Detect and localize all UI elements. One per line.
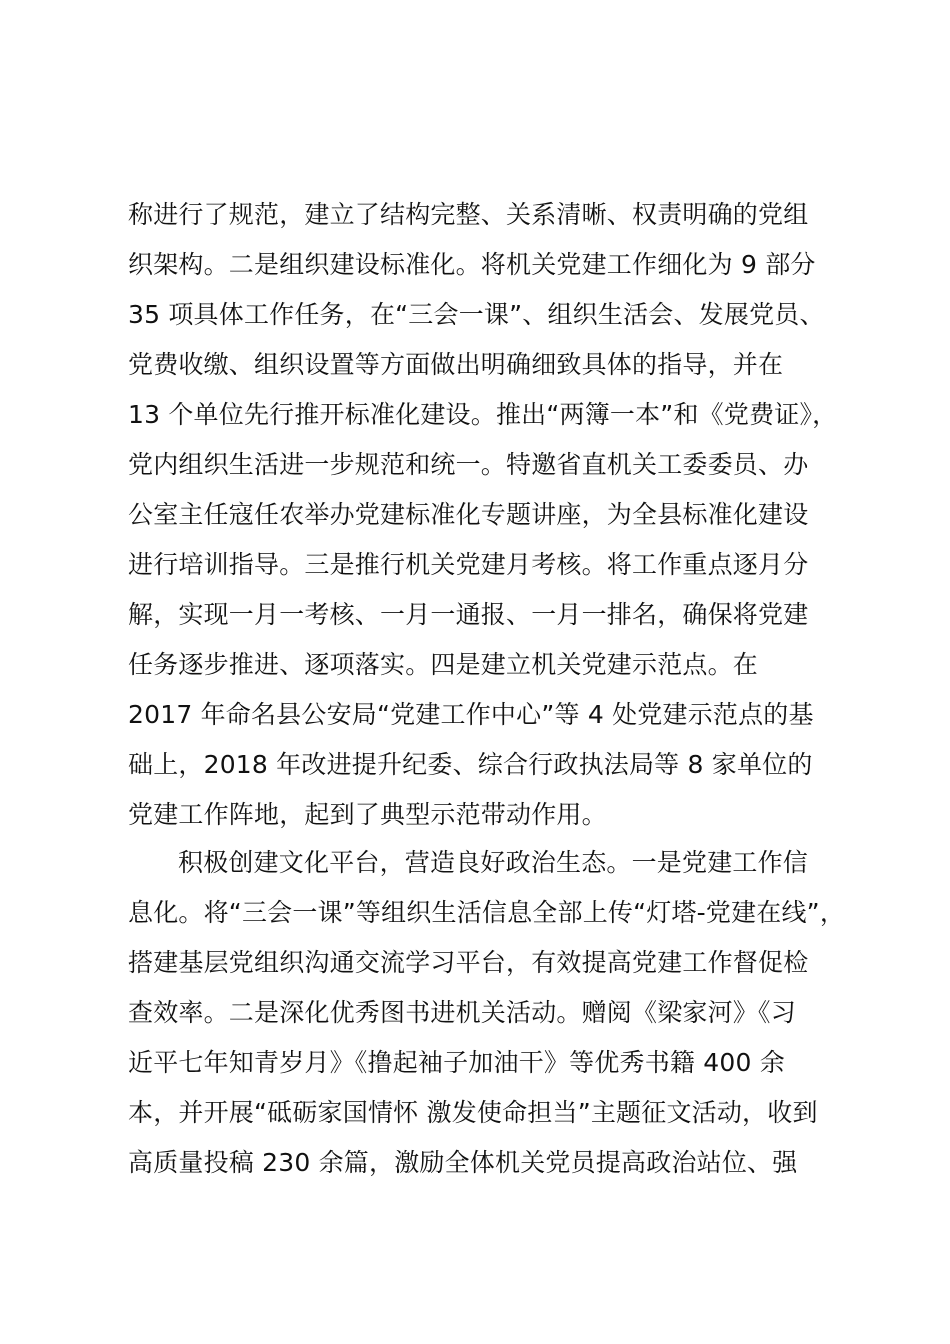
paragraph-line: 党建工作阵地，起到了典型示范带动作用。 bbox=[128, 800, 607, 829]
paragraph-line: 搭建基层党组织沟通交流学习平台，有效提高党建工作督促检 bbox=[128, 948, 809, 977]
paragraph-line: 13 个单位先行推开标准化建设。推出“两簿一本”和《党费证》， bbox=[128, 400, 838, 429]
paragraph-line: 任务逐步推进、逐项落实。四是建立机关党建示范点。在 bbox=[128, 650, 759, 679]
paragraph-line: 高质量投稿 230 余篇，激励全体机关党员提高政治站位、强 bbox=[128, 1148, 798, 1177]
paragraph-line: 2017 年命名县公安局“党建工作中心”等 4 处党建示范点的基 bbox=[128, 700, 814, 729]
paragraph-2 bbox=[128, 838, 846, 1188]
paragraph-line: 积极创建文化平台，营造良好政治生态。一是党建工作信 bbox=[178, 848, 809, 877]
paragraph-line: 党费收缴、组织设置等方面做出明确细致具体的指导，并在 bbox=[128, 350, 784, 379]
paragraph-line: 解，实现一月一考核、一月一通报、一月一排名，确保将党建 bbox=[128, 600, 809, 629]
paragraph-line: 党内组织生活进一步规范和统一。特邀省直机关工委委员、办 bbox=[128, 450, 809, 479]
paragraph-1 bbox=[128, 190, 838, 840]
paragraph-line: 进行培训指导。三是推行机关党建月考核。将工作重点逐月分 bbox=[128, 550, 809, 579]
paragraph-line: 35 项具体工作任务，在“三会一课”、组织生活会、发展党员、 bbox=[128, 300, 825, 329]
paragraph-line: 础上，2018 年改进提升纪委、综合行政执法局等 8 家单位的 bbox=[128, 750, 813, 779]
paragraph-line: 称进行了规范，建立了结构完整、关系清晰、权责明确的党组 bbox=[128, 200, 809, 229]
paragraph-line: 本，并开展“砥砺家国情怀 激发使命担当”主题征文活动，收到 bbox=[128, 1098, 818, 1127]
paragraph-line: 织架构。二是组织建设标准化。将机关党建工作细化为 9 部分 bbox=[128, 250, 816, 279]
paragraph-line: 公室主任寇任农举办党建标准化专题讲座，为全县标准化建设 bbox=[128, 500, 809, 529]
paragraph-line: 近平七年知青岁月》《撸起袖子加油干》等优秀书籍 400 余 bbox=[128, 1048, 785, 1077]
paragraph-line: 查效率。二是深化优秀图书进机关活动。赠阅《梁家河》《习 bbox=[128, 998, 796, 1027]
paragraph-line: 息化。将“三会一课”等组织生活信息全部上传“灯塔-党建在线”， bbox=[128, 898, 846, 927]
